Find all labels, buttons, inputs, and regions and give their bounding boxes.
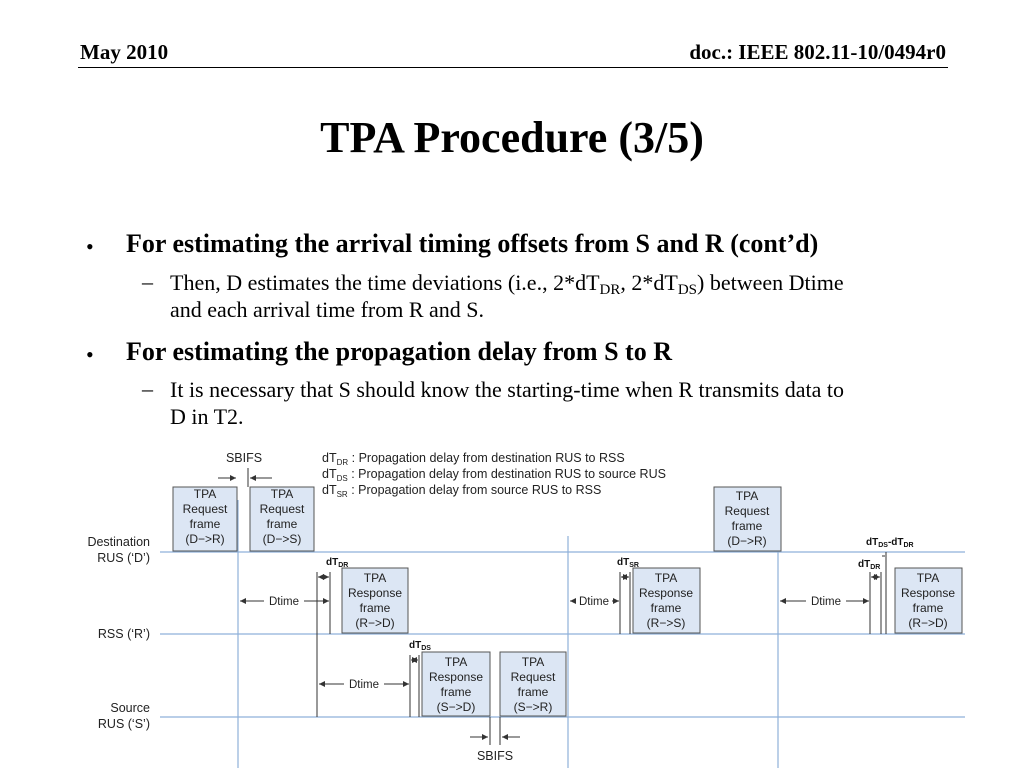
svg-text:(D−>R): (D−>R)	[185, 532, 225, 546]
svg-text:TPA: TPA	[270, 487, 294, 501]
header-doc-id: doc.: IEEE 802.11-10/0494r0	[689, 40, 946, 64]
svg-text:frame: frame	[731, 519, 763, 533]
svg-text:frame: frame	[189, 517, 221, 531]
svg-text:(D−>R): (D−>R)	[727, 534, 767, 548]
svg-text:frame: frame	[912, 601, 944, 615]
sub-bullet-1-line-2: and each arrival time from R and S.	[170, 297, 485, 322]
legend-entry-dtds: $dT_{DS}$ : Propagation delay from destination RUS to source RUS	[322, 467, 666, 483]
svg-text:TPA: TPA	[363, 571, 387, 585]
svg-text:frame: frame	[440, 685, 472, 699]
legend-entry-dtsr: $dT_{SR}$ : Propagation delay from source RUS to RSS	[322, 483, 602, 499]
svg-text:Request: Request	[182, 502, 228, 516]
sub-bullet-2-line-1: It is necessary that S should know the starting-time when R transmits data to	[170, 377, 844, 402]
svg-text:Response: Response	[428, 670, 484, 684]
svg-text:Response: Response	[638, 586, 694, 600]
label-dtds: $dT_{DS}$	[409, 640, 431, 652]
svg-text:TPA: TPA	[916, 571, 940, 585]
svg-text:frame: frame	[517, 685, 549, 699]
sub-bullet-marker: –	[142, 269, 153, 294]
svg-text:frame: frame	[266, 517, 298, 531]
frame-resp-r-to-d-1	[342, 568, 408, 633]
svg-text:frame: frame	[359, 601, 391, 615]
svg-text:Request: Request	[724, 504, 770, 518]
lane-label-destination-2: RUS (‘D’)	[97, 551, 150, 565]
svg-text:(R−>D): (R−>D)	[355, 616, 395, 630]
bullet-marker: •	[86, 342, 94, 367]
lane-label-source-2: RUS (‘S’)	[97, 717, 150, 731]
frame-req-s-to-r	[500, 652, 566, 716]
svg-text:TPA: TPA	[444, 655, 468, 669]
frame-resp-r-to-d-2	[895, 568, 962, 633]
text-segment: ) between Dtime	[697, 270, 844, 295]
label-dtdr-2: $dT_{DR}$	[858, 559, 881, 571]
sbifs-top	[218, 451, 272, 478]
header-date: May 2010	[80, 40, 169, 64]
sbifs-label: SBIFS	[225, 451, 263, 465]
subscript: DR	[599, 282, 621, 298]
frame-resp-s-to-d	[422, 652, 490, 716]
text-segment: Then, D estimates the time deviations (i.e., 2*dT	[170, 270, 600, 295]
subscript: DS	[677, 282, 697, 298]
svg-text:(R−>S): (R−>S)	[646, 616, 686, 630]
svg-text:TPA: TPA	[654, 571, 678, 585]
label-dtds-minus-dtdr: $dT_{DS}-dT_{DR}$	[866, 537, 914, 549]
bullet-marker: •	[86, 234, 94, 259]
dtime-label: Dtime	[348, 679, 380, 691]
svg-text:Response: Response	[347, 586, 403, 600]
svg-text:Request: Request	[259, 502, 305, 516]
sbifs-label: SBIFS	[476, 749, 514, 763]
dtime-label: Dtime	[578, 596, 610, 608]
svg-text:TPA: TPA	[193, 487, 217, 501]
frame-req-d-to-s	[250, 487, 314, 551]
sub-bullet-marker: –	[142, 376, 153, 401]
svg-text:Response: Response	[900, 586, 956, 600]
label-dtsr: $dT_{SR}$	[617, 557, 639, 569]
frame-req-d-to-r-1	[173, 487, 237, 551]
bullet-1-text: For estimating the arrival timing offsets from S and R (cont’d)	[126, 229, 819, 258]
diagram-legend	[322, 451, 666, 499]
svg-text:(D−>S): (D−>S)	[262, 532, 302, 546]
svg-text:(S−>D): (S−>D)	[436, 700, 476, 714]
dtime-label: Dtime	[810, 596, 842, 608]
label-dtdr: $dT_{DR}$	[326, 557, 349, 569]
svg-text:(R−>D): (R−>D)	[908, 616, 948, 630]
legend-entry-dtdr: $dT_{DR}$ : Propagation delay from destination RUS to RSS	[322, 451, 625, 467]
lane-label-source-1: Source	[110, 701, 150, 715]
sub-bullet-2-line-2: D in T2.	[170, 404, 244, 429]
bullet-2-text: For estimating the propagation delay from S to R	[126, 337, 672, 366]
lane-label-rss: RSS (‘R’)	[97, 627, 150, 641]
frame-resp-r-to-s	[633, 568, 700, 633]
frame-req-d-to-r-2	[714, 487, 781, 551]
svg-text:(S−>R): (S−>R)	[513, 700, 553, 714]
sbifs-bottom	[470, 717, 520, 763]
text-segment: , 2*dT	[620, 270, 678, 295]
slide-title: TPA Procedure (3/5)	[320, 113, 704, 162]
svg-text:TPA: TPA	[521, 655, 545, 669]
lane-label-destination-1: Destination	[87, 535, 150, 549]
dtime-label: Dtime	[268, 596, 300, 608]
lane-labels	[87, 535, 150, 731]
svg-text:Request: Request	[510, 670, 556, 684]
svg-text:TPA: TPA	[735, 489, 759, 503]
svg-text:frame: frame	[650, 601, 682, 615]
